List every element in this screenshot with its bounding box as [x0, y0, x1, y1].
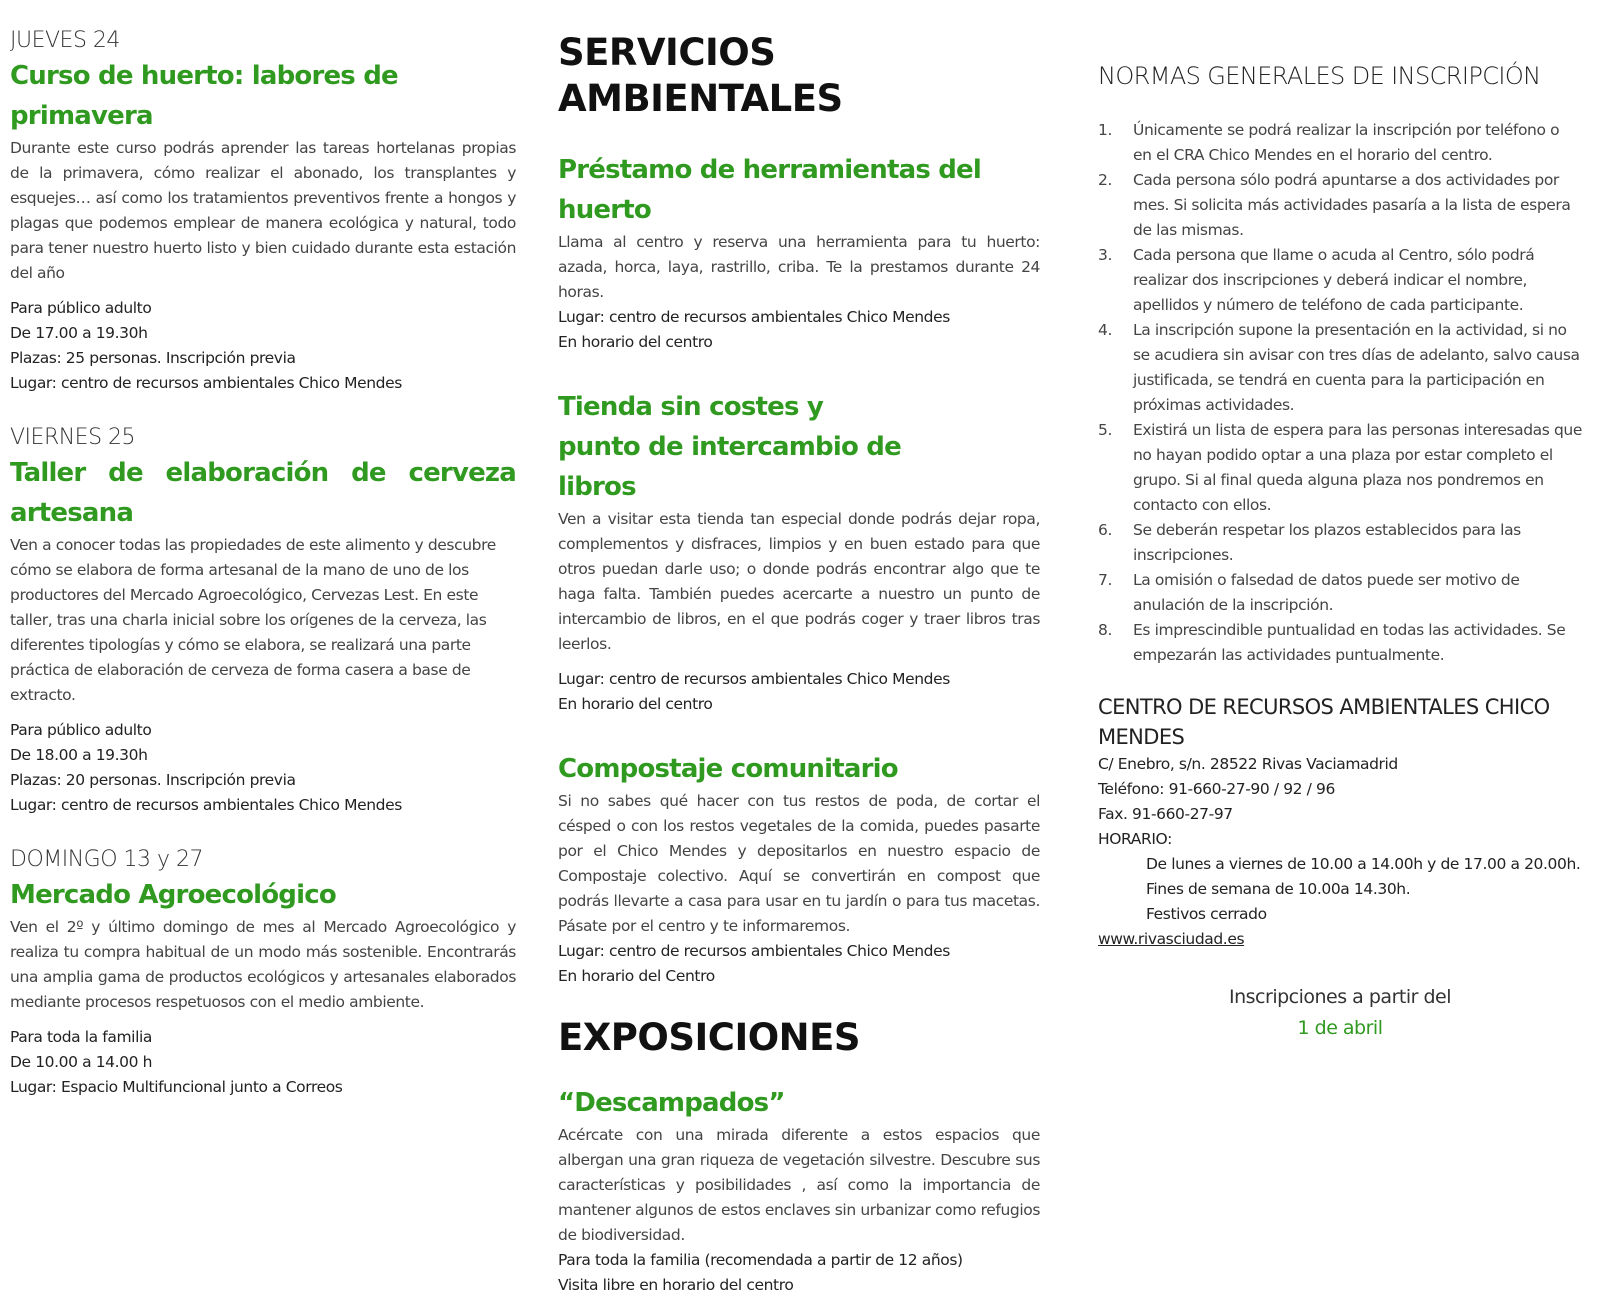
service-location: Lugar: centro de recursos ambientales Chico Mendes	[558, 942, 950, 960]
exhibition-description: Acércate con una mirada diferente a estos espacios que albergan una gran riqueza de vegetación silvestre. Descubre sus características y posibilidades , así como la importancia de mantener algunos de estos enclaves sin urbanizar como refugios de biodiversidad.	[558, 1126, 1040, 1244]
service-hours: En horario del Centro	[558, 967, 715, 985]
service-title: Tienda sin costes y punto de intercambio de libros	[558, 392, 901, 502]
event-day: JUEVES 24	[10, 28, 120, 53]
event-places: Plazas: 25 personas. Inscripción previa	[10, 349, 296, 367]
services-heading: SERVICIOS AMBIENTALES	[558, 31, 843, 120]
service-hours: En horario del centro	[558, 695, 713, 713]
event-location: Lugar: centro de recursos ambientales Chico Mendes	[10, 374, 402, 392]
event-domingo	[10, 845, 516, 1100]
event-description: Durante este curso podrás aprender las tareas hortelanas propias de la primavera, cómo realizar el abonado, los transplantes y esquejes… así como los tratamientos preventivos frente a hongos y plagas que podemos emplear de manera ecológica y natural, todo para tener nuestro huerto listo y bien cuidado durante esta estación del año	[10, 139, 516, 282]
event-jueves	[10, 26, 516, 396]
event-audience: Para toda la familia	[10, 1028, 152, 1046]
service-description: Si no sabes qué hacer con tus restos de poda, de cortar el césped o con los restos vegetales de la comida, puedes pasarte por el Chico Mendes y depositarlos en nuestro espacio de Compostaje colectivo. Aquí se convertirán en compost que podrás llevarte a casa para usar en tu jardín o para tus macetas. Pásate por el centro y te informaremos.	[558, 792, 1040, 935]
rule-item: 6. Se deberán respetar los plazos establecidos para las inscripciones.	[1098, 521, 1521, 564]
event-location: Lugar: Espacio Multifuncional junto a Correos	[10, 1078, 343, 1096]
exhibition-visit: Visita libre en horario del centro	[558, 1276, 794, 1294]
event-description: Ven el 2º y último domingo de mes al Mercado Agroecológico y realiza tu compra habitual de un modo más sostenible. Encontrarás una amplia gama de productos ecológicos y artesanales elaborados mediante procesos respetuosos con el medio ambiente.	[10, 918, 516, 1011]
center-phone: Teléfono: 91-660-27-90 / 92 / 96	[1098, 780, 1335, 798]
event-location: Lugar: centro de recursos ambientales Chico Mendes	[10, 796, 402, 814]
schedule-holidays: Festivos cerrado	[1146, 905, 1267, 923]
left-column	[10, 0, 516, 1117]
schedule-label: HORARIO:	[1098, 830, 1172, 848]
exhibition-audience: Para toda la familia (recomendada a partir de 12 años)	[558, 1251, 963, 1269]
rules-title: NORMAS GENERALES DE INSCRIPCIÓN	[1098, 62, 1541, 90]
registration-line: Inscripciones a partir del	[1229, 986, 1451, 1008]
rules-list	[1098, 118, 1582, 668]
service-location: Lugar: centro de recursos ambientales Chico Mendes	[558, 308, 950, 326]
service-free-shop	[558, 387, 1040, 717]
exhibition-title: “Descampados”	[558, 1088, 785, 1118]
service-title: Préstamo de herramientas del huerto	[558, 155, 982, 225]
event-description: Ven a conocer todas las propiedades de este alimento y descubre cómo se elabora de forma artesanal de la mano de uno de los productores del Mercado Agroecológico, Cervezas Lest. En este taller, tras una charla inicial sobre los orígenes de la cerveza, las diferentes tipologías y cómo se elabora, se realizará una parte práctica de elaboración de cerveza de forma casera a base de extracto.	[10, 536, 496, 704]
rule-item: 2. Cada persona sólo podrá apuntarse a dos actividades por mes. Si solicita más actividades pasaría a la lista de espera de las mismas.	[1098, 171, 1571, 239]
event-title: Taller de elaboración de cerveza artesana	[10, 458, 516, 528]
service-hours: En horario del centro	[558, 333, 713, 351]
rule-item: 4. La inscripción supone la presentación en la actividad, si no se acudiera sin avisar con tres días de adelanto, salvo causa justificada, se tendrá en cuenta para la participación en próximas actividades.	[1098, 321, 1580, 414]
event-viernes	[10, 423, 516, 818]
service-location: Lugar: centro de recursos ambientales Chico Mendes	[558, 670, 950, 688]
event-title: Mercado Agroecológico	[10, 880, 336, 910]
service-title: Compostaje comunitario	[558, 754, 898, 784]
event-day: VIERNES 25	[10, 425, 136, 450]
middle-column	[558, 0, 1040, 1294]
service-description: Llama al centro y reserva una herramienta para tu huerto: azada, horca, laya, rastrillo, criba. Te la prestamos durante 24 horas.	[558, 233, 1040, 301]
center-title: CENTRO DE RECURSOS AMBIENTALES CHICO MENDES	[1098, 695, 1550, 749]
rule-item: 3. Cada persona que llame o acuda al Centro, sólo podrá realizar dos inscripciones y deberá indicar el nombre, apellidos y número de teléfono de cada participante.	[1098, 246, 1535, 314]
website-link[interactable]: www.rivasciudad.es	[1098, 930, 1245, 948]
event-places: Plazas: 20 personas. Inscripción previa	[10, 771, 296, 789]
registration-notice	[1098, 982, 1582, 1044]
exhibitions-heading: EXPOSICIONES	[558, 1016, 861, 1059]
schedule-weekdays: De lunes a viernes de 10.00 a 14.00h y de 17.00 a 20.00h.	[1146, 855, 1581, 873]
event-day: DOMINGO 13 y 27	[10, 847, 204, 872]
event-audience: Para público adulto	[10, 299, 152, 317]
event-audience: Para público adulto	[10, 721, 152, 739]
exhibition-descampados	[558, 1083, 1040, 1298]
rule-item: 1. Únicamente se podrá realizar la inscripción por teléfono o en el CRA Chico Mendes en el horario del centro.	[1098, 121, 1560, 164]
schedule-weekends: Fines de semana de 10.00a 14.30h.	[1146, 880, 1411, 898]
event-time: De 10.00 a 14.00 h	[10, 1053, 153, 1071]
rule-item: 8. Es imprescindible puntualidad en todas las actividades. Se empezarán las actividades puntualmente.	[1098, 621, 1566, 664]
registration-date: 1 de abril	[1297, 1017, 1383, 1039]
event-time: De 17.00 a 19.30h	[10, 324, 148, 342]
rule-item: 7. La omisión o falsedad de datos puede ser motivo de anulación de la inscripción.	[1098, 571, 1520, 614]
service-composting	[558, 749, 1040, 989]
event-time: De 18.00 a 19.30h	[10, 746, 148, 764]
center-fax: Fax. 91-660-27-97	[1098, 805, 1233, 823]
event-title: Curso de huerto: labores de primavera	[10, 61, 398, 131]
service-tool-loan	[558, 150, 1040, 355]
center-address: C/ Enebro, s/n. 28522 Rivas Vaciamadrid	[1098, 755, 1398, 773]
service-description: Ven a visitar esta tienda tan especial donde podrás dejar ropa, complementos y disfraces, limpios y en buen estado para que otros puedan darle uso; o donde podrás encontrar algo que te haga falta. También puedes acercarte a nuestro un punto de intercambio de libros, en el que podrás coger y traer libros tras leerlos.	[558, 510, 1040, 653]
rule-item: 5. Existirá un lista de espera para las personas interesadas que no hayan podido optar a una plaza por estar completo el grupo. Si al final queda alguna plaza nos pondremos en contacto con ellos.	[1098, 421, 1582, 514]
right-column	[1098, 0, 1582, 1117]
